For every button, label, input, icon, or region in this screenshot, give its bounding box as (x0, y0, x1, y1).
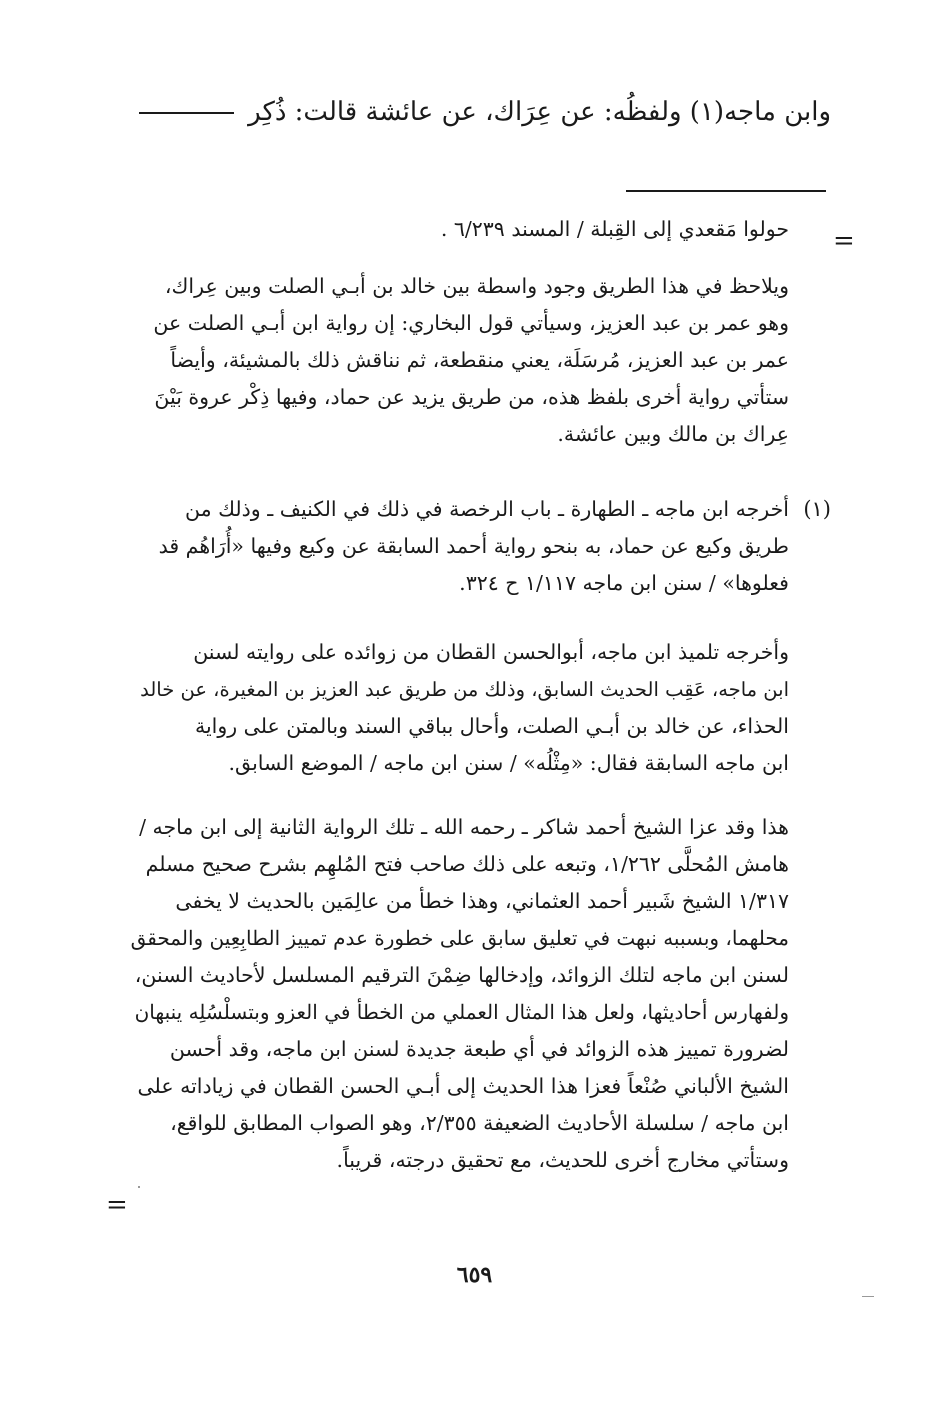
page-number: ٦٥٩ (456, 1262, 493, 1288)
footnote-line: ابن ماجه السابقة فقال: «مِثْلُه» / سنن ابن ماجه / الموضع السابق. (228, 751, 789, 775)
footnote-line: هامش المُحلَّى ١/٢٦٢، وتبعه على ذلك صاحب فتح المُلهِم بشرح صحيح مسلم (145, 852, 789, 876)
main-text: وابن ماجه(١) ولفظُه: عن عِرَاك، عن عائشة قالت: ذُكِر (248, 97, 831, 127)
footnote-line: الحذاء، عن خالد بن أبـي الصلت، وأحال بباقي السند وبالمتن على رواية (194, 714, 789, 738)
footnote-line: وأخرجه تلميذ ابن ماجه، أبوالحسن القطان من زوائده على روايته لسنن (193, 640, 789, 664)
footnote-line: ١/٣١٧ الشيخ شَبير أحمد العثماني، وهذا خطأ من عالِمَين بالحديث لا يخفى (175, 889, 789, 913)
footnote-line: محلهما، وبسببه نبهت في تعليق سابق على خطورة عدم تمييز الطابِعِين والمحقق (130, 926, 789, 950)
footnote-line: ستأتي رواية أخرى بلفظ هذه، من طريق يزيد عن حماد، وفيها ذِكْر عروة بَيْنَ (154, 385, 789, 409)
footnote-line: ولفهارس أحاديثها، ولعل هذا المثال العملي من الخطأ في العزو وبتسلْسُلِه ينبهان (134, 1000, 789, 1024)
footnote-line: وستأتي مخارج أخرى للحديث، مع تحقيق درجته، قريباً. (336, 1148, 789, 1172)
footnote-line: لسنن ابن ماجه لتلك الزوائد، وإدخالها ضِمْنَ الترقيم المسلسل لأحاديث السنن، (134, 963, 789, 987)
scan-speck (138, 1186, 140, 1188)
footnote-number: (١) (803, 497, 831, 521)
scan-speck (862, 1296, 874, 1297)
footnote-line: لضرورة تمييز هذه الزوائد في أي طبعة جديدة لسنن ابن ماجه، وقد أحسن (169, 1037, 789, 1061)
remark-paragraph (129, 268, 789, 453)
footnote-line: أخرجه ابن ماجه ـ الطهارة ـ باب الرخصة في ذلك في الكنيف ـ وذلك من (185, 497, 789, 521)
footnote-paragraph-2 (129, 634, 789, 782)
continued-mark-top: = (833, 226, 855, 256)
continued-mark-bottom: = (106, 1190, 128, 1220)
footnote-line: حولوا مَقعدي إلى القِبلة / المسند ٦/٢٣٩ . (440, 217, 789, 241)
continuation-dash (139, 112, 234, 114)
footnote-line: ويلاحظ في هذا الطريق وجود واسطة بين خالد بن أبـي الصلت وبين عِراك، (164, 274, 789, 298)
footnote-line: فعلوها» / سنن ابن ماجه ١/١١٧ ح ٣٢٤. (459, 571, 789, 595)
footnote-line: وهو عمر بن عبد العزيز، وسيأتي قول البخاري: إن رواية ابن أبـي الصلت عن (153, 311, 789, 335)
footnote-1 (129, 491, 789, 602)
footnote-line: الشيخ الألباني صُنْعاً فعزا هذا الحديث إلى أبـي الحسن القطان في زياداته على (137, 1074, 789, 1098)
footnote-line: عمر بن عبد العزيز، مُرسَلَة، يعني منقطعة، ثم نناقش ذلك بالمشيئة، وأيضاً (170, 348, 789, 372)
footnote-line: طريق وكيع عن حماد، به بنحو رواية أحمد السابقة عن وكيع وفيها «أُرَاهُم قد (158, 534, 789, 558)
footnote-line: ابن ماجه، عَقِب الحديث السابق، وذلك من طريق عبد العزيز بن المغيرة، عن خالد (140, 678, 789, 701)
footnote-line: عِراك بن مالك وبين عائشة. (557, 422, 789, 446)
footnote-continuation (129, 211, 789, 248)
footnote-line: هذا وقد عزا الشيخ أحمد شاكر ـ رحمه الله ـ تلك الرواية الثانية إلى ابن ماجه / (139, 815, 789, 839)
footnote-paragraph-3 (129, 809, 789, 1179)
main-text-line (131, 88, 831, 136)
footnote-line: ابن ماجه / سلسلة الأحاديث الضعيفة ٢/٣٥٥، وهو الصواب المطابق للواقع، (170, 1111, 789, 1135)
footnote-separator (626, 190, 826, 192)
